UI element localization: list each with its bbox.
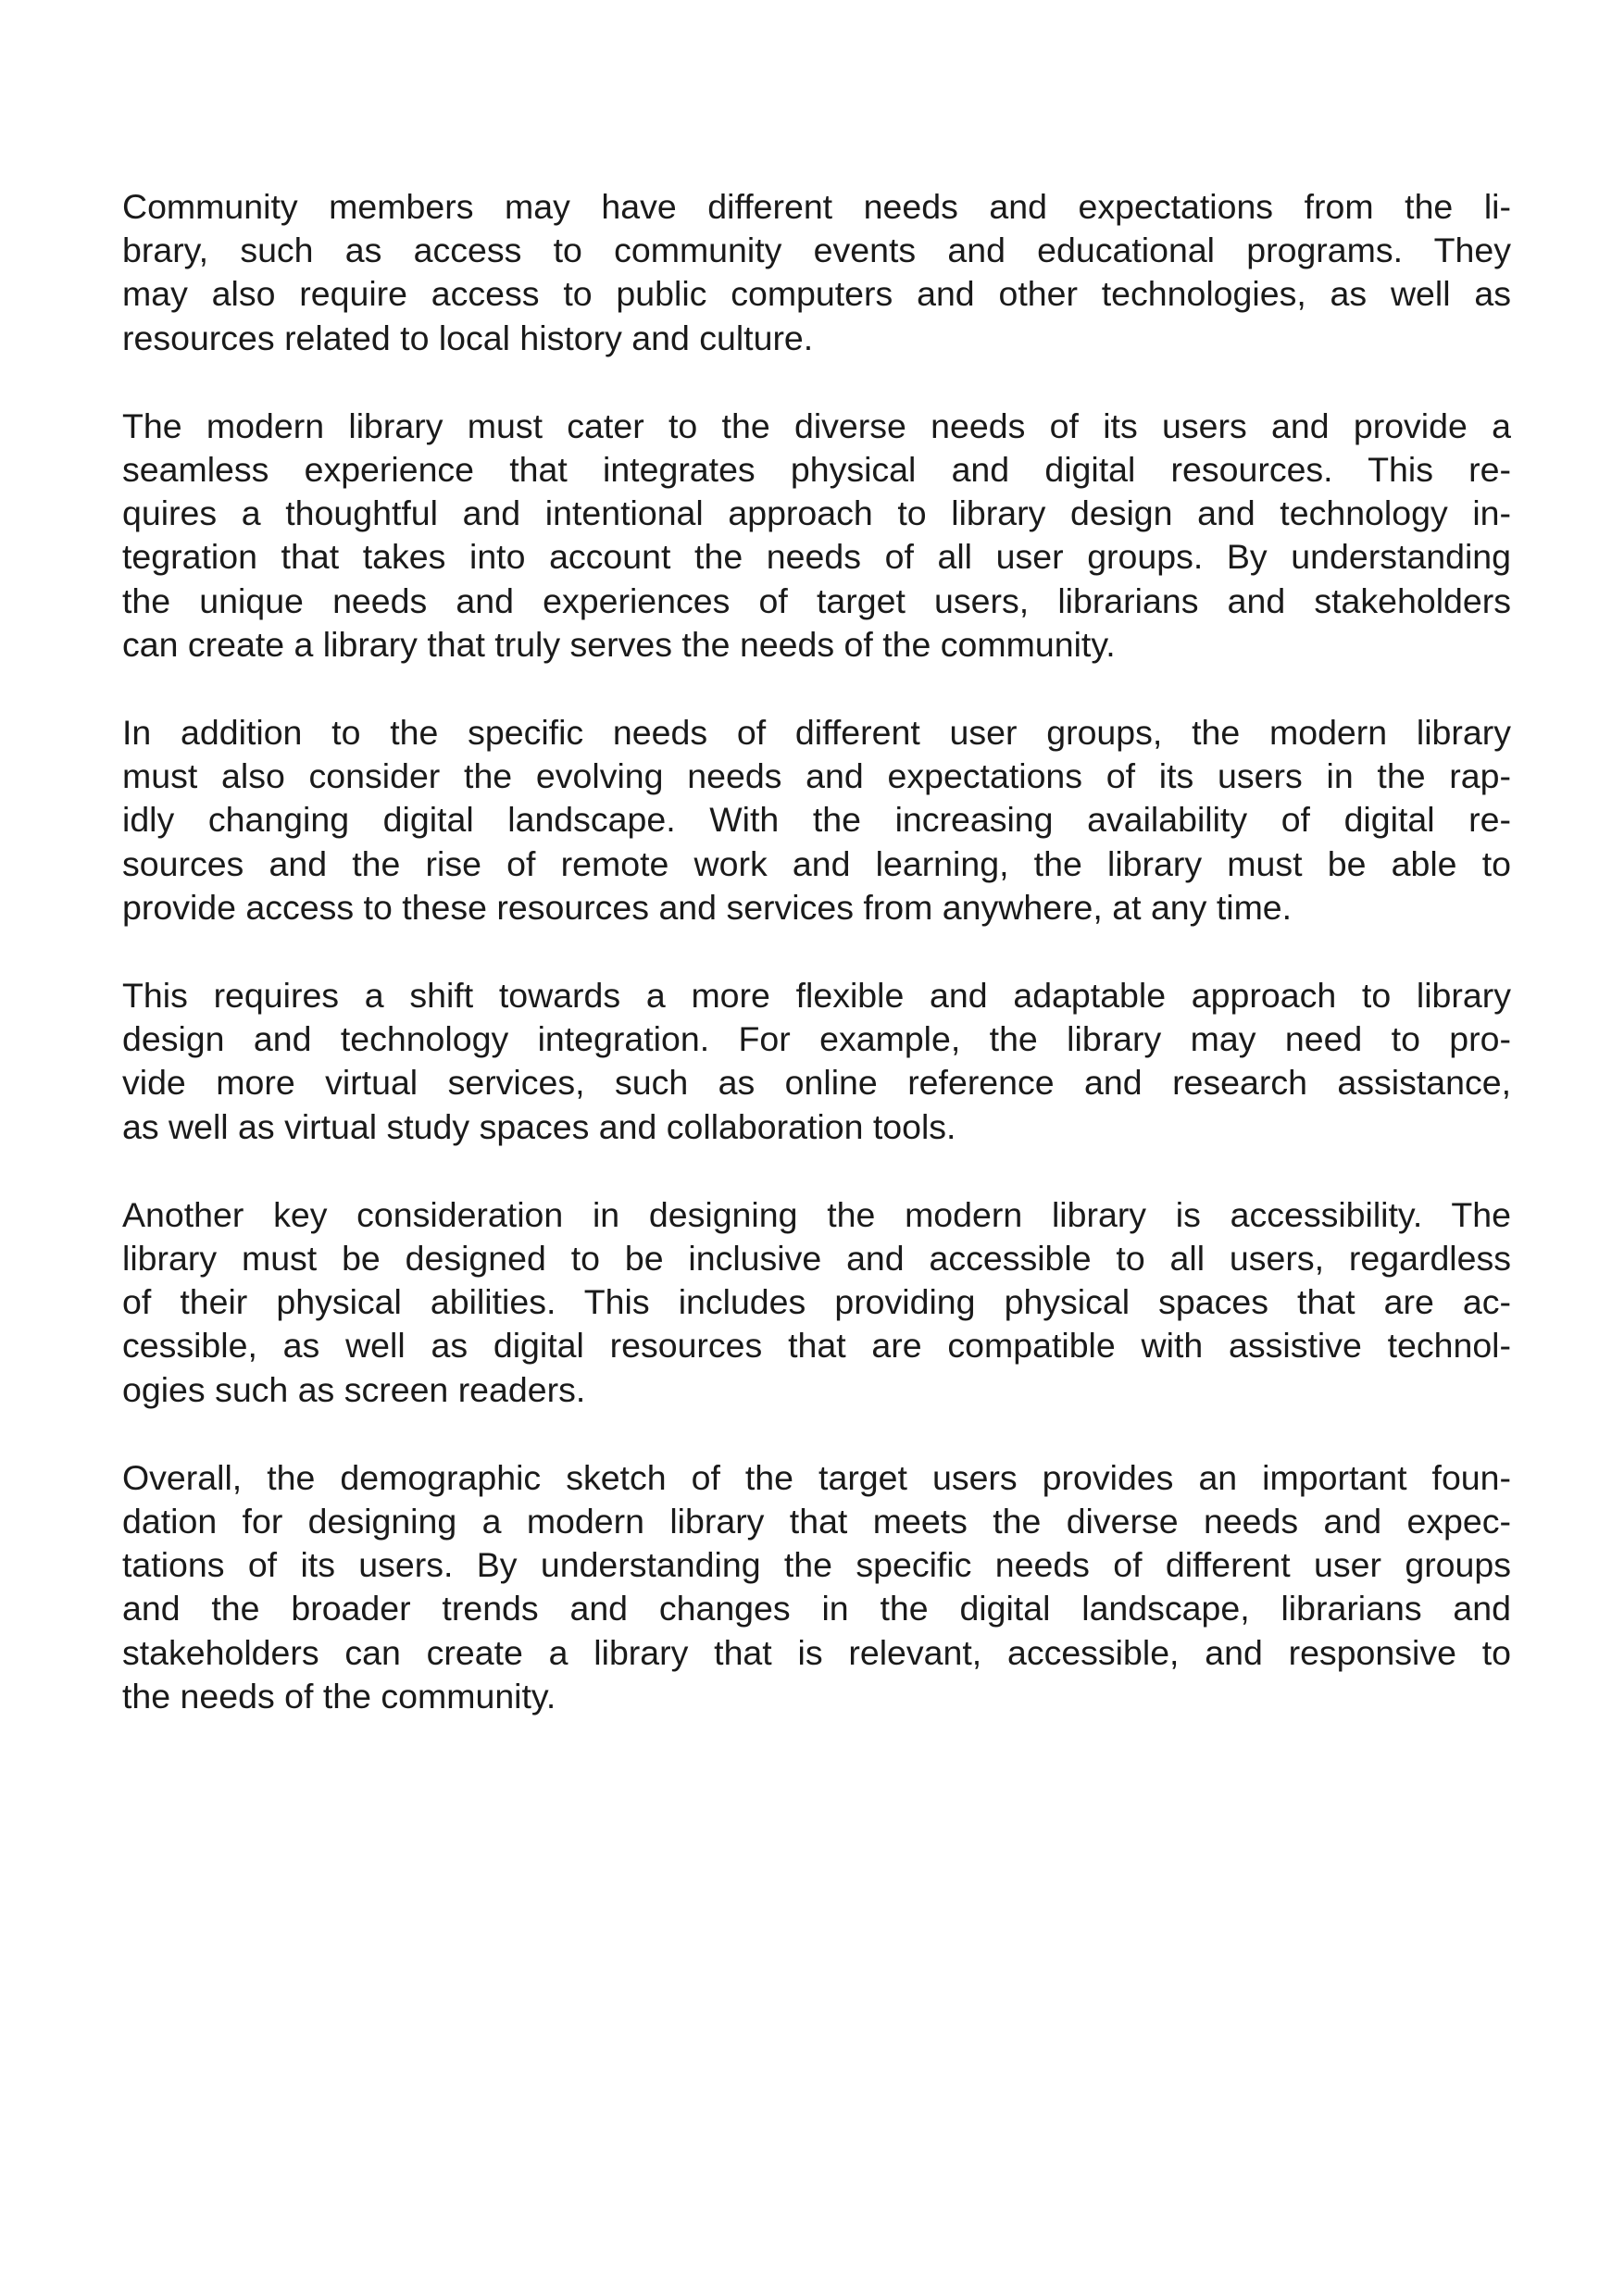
text-line: idly changing digital landscape. With the increasing availability of digital re- <box>122 800 1511 840</box>
text-line: Another key consideration in designing the modern library is accessibility. The <box>122 1194 1511 1234</box>
text-line: seamless experience that integrates physical and digital resources. This re- <box>122 450 1511 490</box>
text-line: This requires a shift towards a more flexible and adaptable approach to library <box>122 976 1511 1016</box>
text-line: and the broader trends and changes in the digital landscape, librarians and <box>122 1589 1511 1628</box>
text-line: tations of its users. By understanding the specific needs of different user groups <box>122 1545 1511 1585</box>
text-line: the needs of the community. <box>122 1676 556 1716</box>
text-line: stakeholders can create a library that is relevant, accessible, and responsive to <box>122 1632 1511 1672</box>
paragraph-community-members <box>122 185 1511 360</box>
body-text <box>122 185 1511 1763</box>
text-line: may also require access to public computers and other technologies, as well as <box>122 274 1511 314</box>
text-line: brary, such as access to community events and educational programs. They <box>122 231 1511 270</box>
text-line: vide more virtual services, such as online reference and research assistance, <box>122 1063 1511 1103</box>
paragraph-flexible-approach <box>122 974 1511 1149</box>
text-line: library must be designed to be inclusive and accessible to all users, regardless <box>122 1239 1511 1279</box>
paragraph-overall <box>122 1456 1511 1718</box>
text-line: Overall, the demographic sketch of the target users provides an important foun- <box>122 1457 1511 1497</box>
text-line: quires a thoughtful and intentional approach to library design and technology in- <box>122 493 1511 533</box>
paragraph-accessibility <box>122 1193 1511 1412</box>
text-line: provide access to these resources and services from anywhere, at any time. <box>122 887 1293 927</box>
text-line: In addition to the specific needs of different user groups, the modern library <box>122 713 1511 753</box>
paragraph-modern-library <box>122 405 1511 667</box>
text-line: dation for designing a modern library that meets the diverse needs and expec- <box>122 1502 1511 1541</box>
text-line: as well as virtual study spaces and collaboration tools. <box>122 1106 956 1146</box>
text-line: of their physical abilities. This includes providing physical spaces that are ac- <box>122 1282 1511 1322</box>
text-line: ogies such as screen readers. <box>122 1369 586 1409</box>
text-line: can create a library that truly serves the needs of the community. <box>122 624 1116 664</box>
text-line: sources and the rise of remote work and learning, the library must be able to <box>122 843 1511 883</box>
text-line: the unique needs and experiences of target users, librarians and stakeholders <box>122 580 1511 620</box>
text-line: resources related to local history and culture. <box>122 318 814 357</box>
text-line: must also consider the evolving needs and expectations of its users in the rap- <box>122 756 1511 796</box>
text-line: The modern library must cater to the diverse needs of its users and provide a <box>122 406 1511 445</box>
text-line: tegration that takes into account the needs of all user groups. By understanding <box>122 537 1511 577</box>
text-line: cessible, as well as digital resources that are compatible with assistive technol- <box>122 1326 1511 1366</box>
paragraph-evolving-needs <box>122 711 1511 930</box>
text-line: Community members may have different needs and expectations from the li- <box>122 187 1511 226</box>
text-line: design and technology integration. For example, the library may need to pro- <box>122 1019 1511 1059</box>
